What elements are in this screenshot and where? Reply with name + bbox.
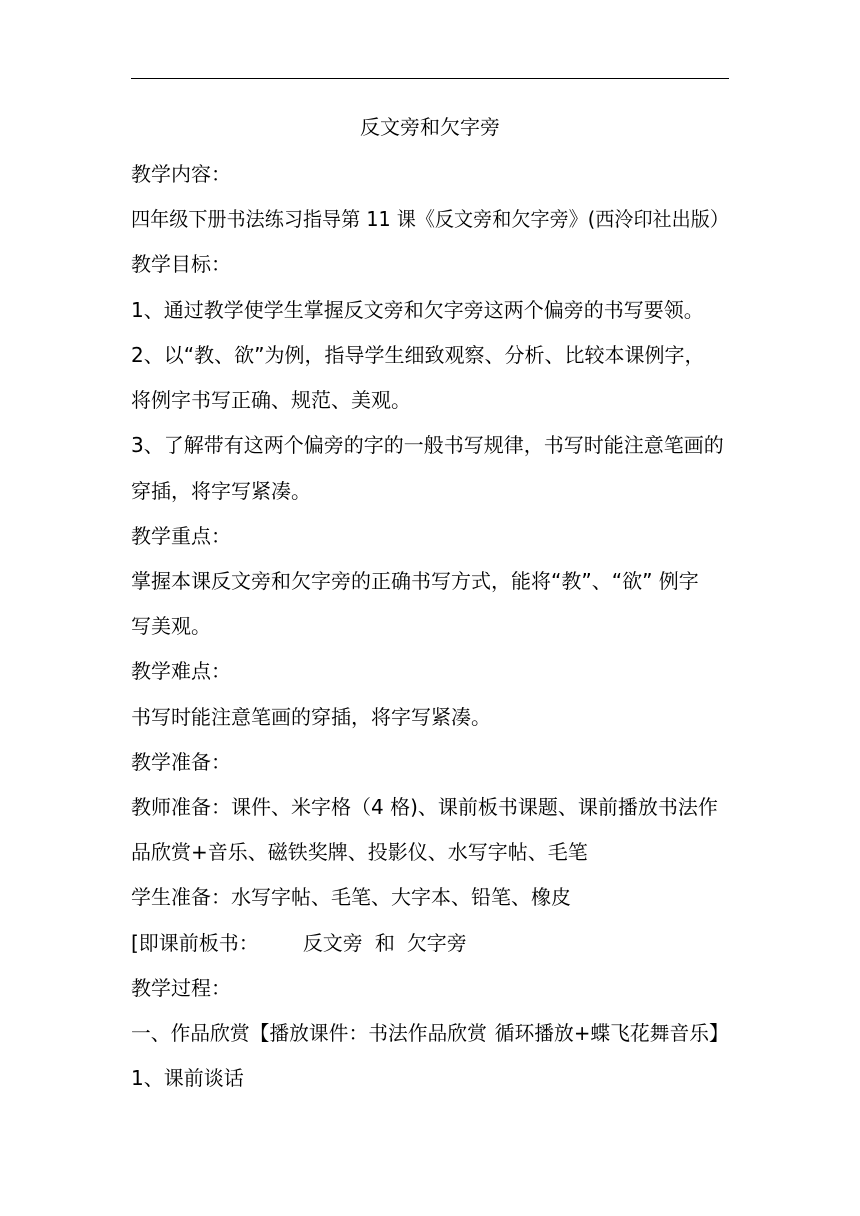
key-points-text: 掌握本课反文旁和欠字旁的正确书写方式，能将“教”、“欲” 例字 bbox=[131, 569, 699, 593]
goal-2-continued: 将例字书写正确、规范、美观。 bbox=[131, 388, 411, 412]
goal-2: 2、以“教、欲”为例，指导学生细致观察、分析、比较本课例字， bbox=[131, 343, 705, 367]
goal-3-continued: 穿插，将字写紧凑。 bbox=[131, 479, 311, 503]
teacher-preparation: 教师准备：课件、米字格（4 格)、课前板书课题、课前播放书法作 bbox=[131, 795, 718, 819]
heading-preparation: 教学准备： bbox=[131, 750, 231, 774]
section-1-tail: 循环播放+蝶飞花舞音乐】 bbox=[494, 1021, 729, 1045]
student-preparation: 学生准备：水写字帖、毛笔、大字本、铅笔、橡皮 bbox=[131, 885, 571, 909]
heading-key-points: 教学重点： bbox=[131, 524, 231, 548]
goal-1: 1、通过教学使学生掌握反文旁和欠字旁这两个偏旁的书写要领。 bbox=[131, 298, 704, 322]
header-rule bbox=[131, 78, 729, 79]
heading-process: 教学过程： bbox=[131, 976, 231, 1000]
heading-teaching-content: 教学内容： bbox=[131, 162, 231, 186]
course-description: 四年级下册书法练习指导第 11 课《反文旁和欠字旁》(西泠印社出版） bbox=[131, 207, 729, 231]
document-title: 反文旁和欠字旁 bbox=[360, 115, 500, 139]
teacher-preparation-continued: 品欣赏+音乐、磁铁奖牌、投影仪、水写字帖、毛笔 bbox=[131, 840, 588, 864]
key-points-continued: 写美观。 bbox=[131, 614, 211, 638]
heading-difficulties: 教学难点： bbox=[131, 659, 231, 683]
section-1-lead: 一、作品欣赏【播放课件：书法作品欣赏 bbox=[131, 1021, 487, 1045]
heading-teaching-goals: 教学目标： bbox=[131, 252, 231, 276]
difficulties-text: 书写时能注意笔画的穿插，将字写紧凑。 bbox=[131, 705, 491, 729]
board-part-radical-1: 反文旁 bbox=[302, 931, 363, 955]
section-1-heading bbox=[131, 1019, 729, 1047]
board-part-radical-2: 欠字旁 bbox=[406, 931, 467, 955]
board-part-and: 和 bbox=[374, 931, 395, 955]
item-1-pre-class-talk: 1、课前谈话 bbox=[131, 1066, 244, 1090]
goal-3: 3、了解带有这两个偏旁的字的一般书写规律，书写时能注意笔画的 bbox=[131, 433, 724, 457]
board-writing-line bbox=[131, 929, 467, 957]
board-writing-label: [即课前板书： bbox=[131, 931, 259, 955]
